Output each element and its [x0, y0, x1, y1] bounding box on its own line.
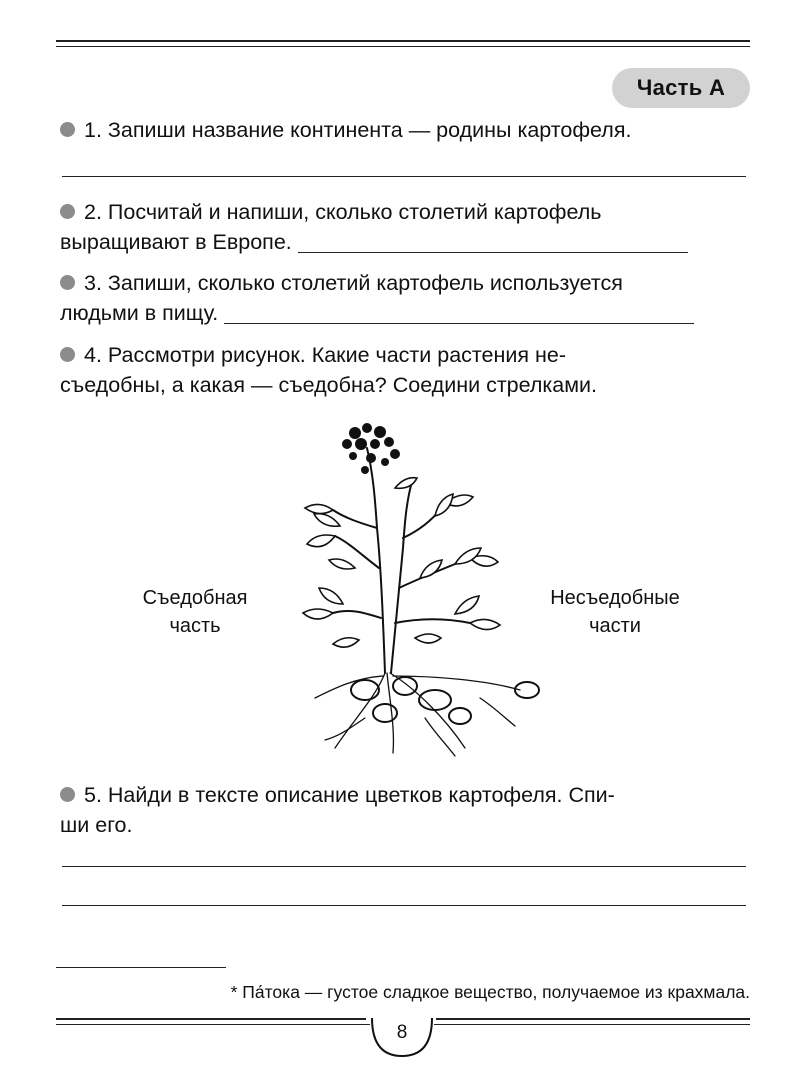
- potato-plant-illustration: [295, 418, 545, 758]
- question-5-line1: 5. Найди в тексте описание цветков картофеля. Спи-: [84, 783, 615, 807]
- label-edible-line1: Съедобная: [142, 587, 248, 609]
- footer-rule-top: [56, 1018, 366, 1020]
- answer-line-5a[interactable]: [62, 866, 746, 867]
- question-5-line2: ши его.: [60, 813, 133, 837]
- question-5: [60, 780, 750, 840]
- question-1: [60, 115, 750, 145]
- section-badge: Часть А: [612, 68, 750, 108]
- footer-rule-bottom: [56, 1024, 370, 1025]
- bullet-icon: [60, 275, 75, 290]
- answer-line-5b[interactable]: [62, 905, 746, 906]
- question-3-line2: людьми в пищу.: [60, 301, 219, 325]
- question-3: [60, 268, 750, 328]
- footnote-separator: [56, 967, 226, 968]
- bullet-icon: [60, 204, 75, 219]
- answer-line-3[interactable]: [224, 303, 694, 324]
- question-1-text: 1. Запиши название континента — родины картофеля.: [84, 118, 632, 142]
- label-inedible-line2: части: [589, 615, 641, 637]
- answer-line-1[interactable]: [62, 176, 746, 177]
- footer-rule-top-right: [436, 1018, 750, 1020]
- question-4-line2: съедобны, а какая — съедобна? Соедини стрелками.: [60, 373, 598, 397]
- question-4: [60, 340, 750, 400]
- header-rule-top: [56, 40, 750, 42]
- label-edible-line2: часть: [169, 615, 221, 637]
- bullet-icon: [60, 787, 75, 802]
- label-inedible-line1: Несъедобные: [550, 587, 680, 609]
- question-4-line1: 4. Рассмотри рисунок. Какие части растения не-: [84, 343, 566, 367]
- label-edible-part[interactable]: [110, 584, 280, 640]
- footer-rule-bottom-right: [434, 1024, 750, 1025]
- bullet-icon: [60, 347, 75, 362]
- footnote: * Па́тока — густое сладкое вещество, получаемое из крахмала.: [230, 982, 750, 1002]
- question-2-line1: 2. Посчитай и напиши, сколько столетий картофель: [84, 200, 602, 224]
- bullet-icon: [60, 122, 75, 137]
- page-number: 8: [396, 1022, 408, 1043]
- label-inedible-parts[interactable]: [530, 584, 700, 640]
- answer-line-2[interactable]: [298, 232, 688, 253]
- question-2-line2: выращивают в Европе.: [60, 230, 292, 254]
- header-rule-bottom: [56, 46, 750, 47]
- question-3-line1: 3. Запиши, сколько столетий картофель используется: [84, 271, 623, 295]
- page-number-tab: [370, 1010, 434, 1062]
- question-2: [60, 197, 750, 257]
